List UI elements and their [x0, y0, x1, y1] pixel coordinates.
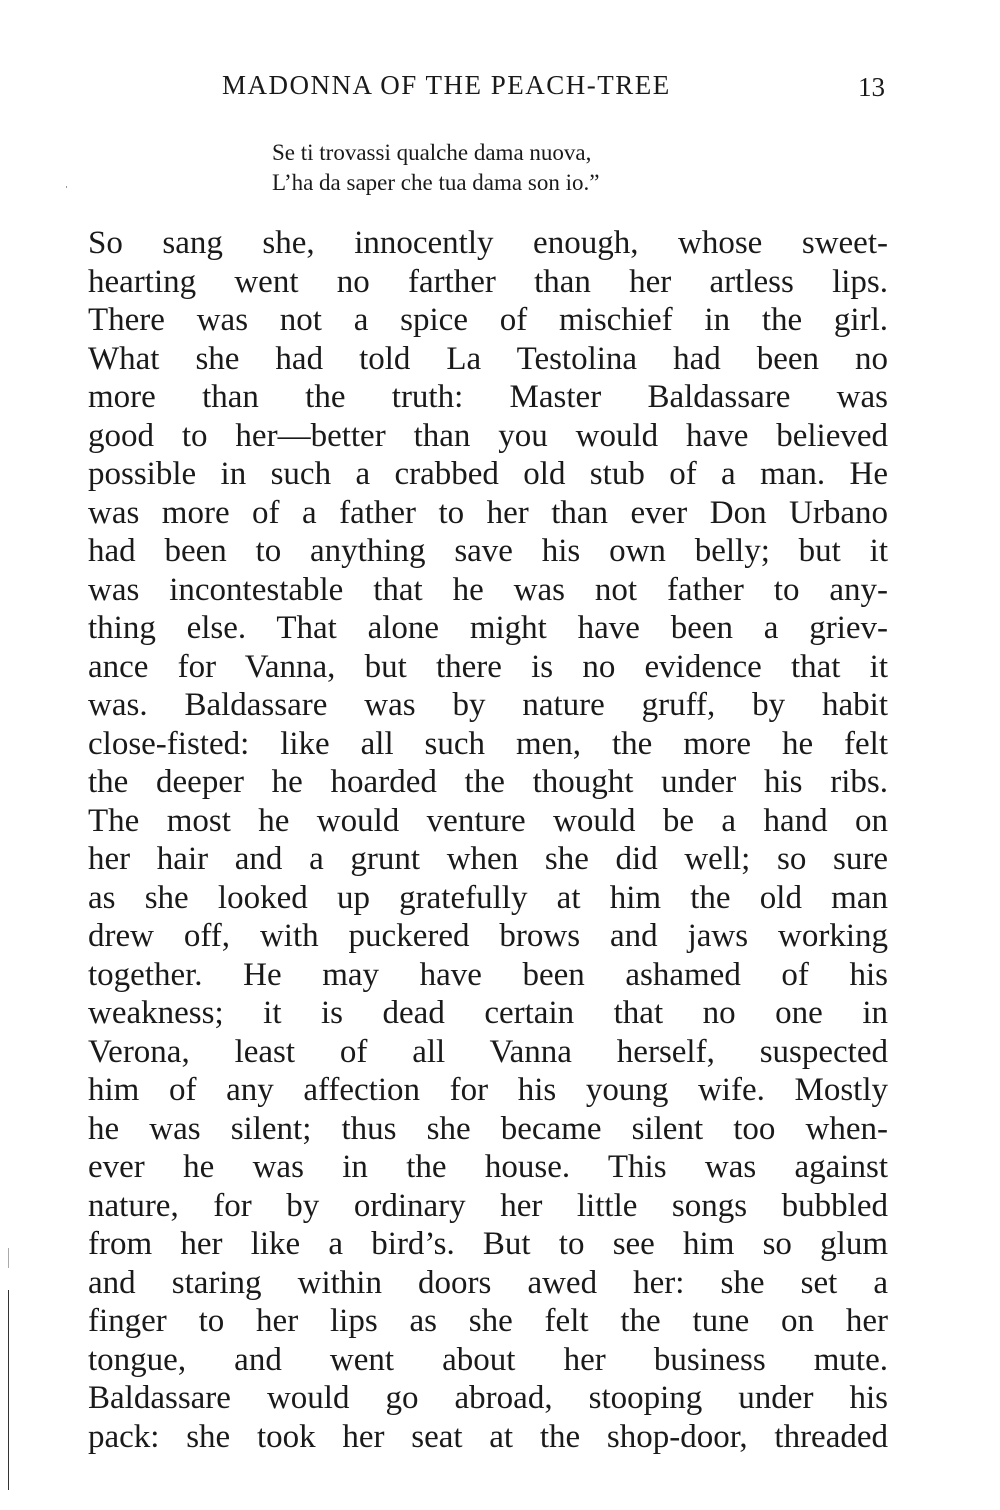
text-line: nature, for by ordinary her little songs bubbled: [88, 1187, 888, 1224]
text-line: the deeper he hoarded the thought under his ribs.: [88, 764, 888, 800]
epigraph-line: L’ha da saper che tua dama son io.”: [272, 170, 600, 195]
epigraph-line: Se ti trovassi qualche dama nuova,: [272, 140, 592, 165]
text-line: was incontestable that he was not father to any-: [88, 571, 888, 608]
text-line: had been to anything save his own belly; but it: [88, 533, 888, 569]
text-line: him of any affection for his young wife. Mostly: [88, 1072, 888, 1108]
text-line: as she looked up gratefully at him the old man: [88, 879, 888, 916]
text-line: ance for Vanna, but there is no evidence that it: [88, 648, 888, 685]
text-line: drew off, with puckered brows and jaws working: [88, 918, 888, 954]
running-title: MADONNA OF THE PEACH-TREE: [222, 70, 671, 100]
text-line: Verona, least of all Vanna herself, suspected: [88, 1033, 888, 1070]
text-line: he was silent; thus she became silent too when-: [88, 1110, 888, 1147]
text-line: hearting went no farther than her artless lips.: [88, 263, 888, 300]
text-line: The most he would venture would be a hand on: [88, 802, 888, 839]
scan-speck: [8, 1248, 9, 1268]
text-line: together. He may have been ashamed of his: [88, 956, 888, 993]
running-head: [0, 70, 1000, 106]
text-line: finger to her lips as she felt the tune on her: [88, 1303, 888, 1339]
text-line: and staring within doors awed her: she set a: [88, 1264, 888, 1301]
text-line: pack: she took her seat at the shop-door, threaded: [88, 1418, 888, 1455]
text-line: was more of a father to her than ever Don Urbano: [88, 494, 888, 531]
epigraph-verse: [272, 138, 599, 198]
text-line: close-fisted: like all such men, the more he felt: [88, 725, 888, 762]
text-line: more than the truth: Master Baldassare was: [88, 379, 888, 415]
text-line: What she had told La Testolina had been no: [88, 340, 888, 377]
text-line: her hair and a grunt when she did well; so sure: [88, 841, 888, 877]
text-line: from her like a bird’s. But to see him so glum: [88, 1226, 888, 1262]
body-paragraph: [88, 224, 888, 1456]
page-number: 13: [858, 72, 885, 102]
text-line: ever he was in the house. This was against: [88, 1149, 888, 1185]
text-line: thing else. That alone might have been a griev-: [88, 610, 888, 646]
scan-speck: [66, 186, 67, 188]
text-line: There was not a spice of mischief in the girl.: [88, 302, 888, 338]
text-line: good to her—better than you would have believed: [88, 417, 888, 454]
text-line: So sang she, innocently enough, whose sweet-: [88, 225, 888, 261]
text-line: Baldassare would go abroad, stooping under his: [88, 1380, 888, 1416]
text-line: was. Baldassare was by nature gruff, by habit: [88, 687, 888, 723]
text-line: weakness; it is dead certain that no one in: [88, 995, 888, 1031]
scan-edge-line: [8, 1290, 9, 1490]
text-line: possible in such a crabbed old stub of a man. He: [88, 456, 888, 492]
text-line: tongue, and went about her business mute.: [88, 1341, 888, 1378]
